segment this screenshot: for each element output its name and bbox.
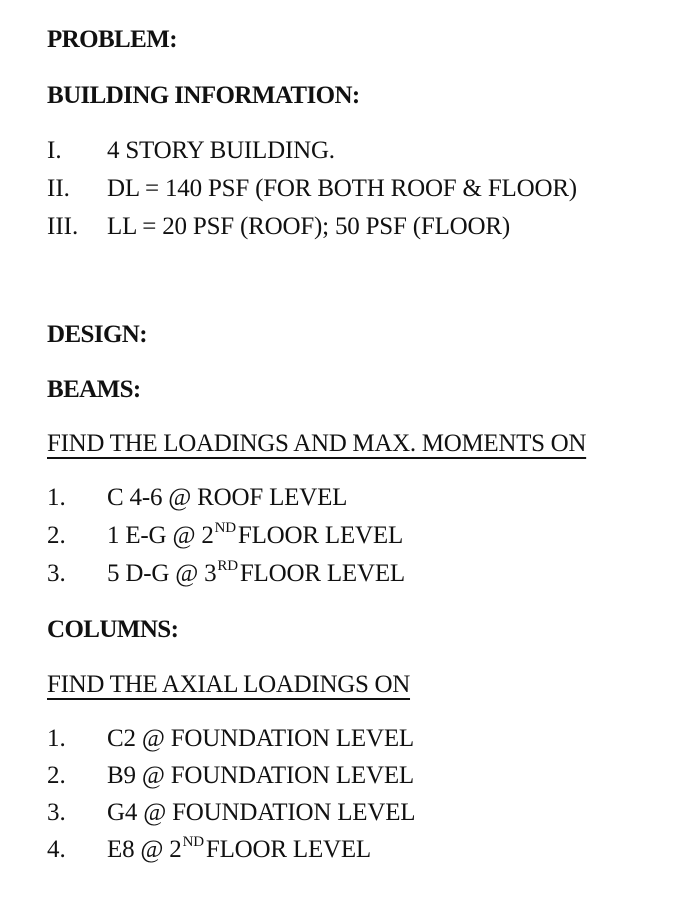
beams-instruction: FIND THE LOADINGS AND MAX. MOMENTS ON: [47, 430, 587, 457]
list-item-text: C2 @ FOUNDATION LEVEL: [107, 725, 414, 752]
list-item-text: E8 @ 2NDFLOOR LEVEL: [107, 834, 372, 863]
list-item-text: LL = 20 PSF (ROOF); 50 PSF (FLOOR): [107, 213, 510, 240]
list-item-text: 4 STORY BUILDING.: [107, 137, 335, 164]
superscript: RD: [217, 558, 238, 574]
list-item-text: G4 @ FOUNDATION LEVEL: [107, 799, 416, 826]
building-information-heading: BUILDING INFORMATION:: [47, 82, 360, 109]
list-item-number: 3.: [47, 799, 66, 826]
list-item-number: 1.: [47, 484, 66, 511]
list-item-number: II.: [47, 175, 70, 202]
list-item-number: 2.: [47, 762, 66, 789]
problem-heading: PROBLEM:: [47, 26, 177, 53]
list-item-number: 2.: [47, 522, 66, 549]
superscript: ND: [182, 834, 204, 850]
beams-heading: BEAMS:: [47, 376, 141, 403]
columns-instruction: FIND THE AXIAL LOADINGS ON: [47, 671, 411, 698]
list-item-text: B9 @ FOUNDATION LEVEL: [107, 762, 414, 789]
superscript: ND: [214, 520, 236, 536]
list-item-text: C 4-6 @ ROOF LEVEL: [107, 484, 348, 511]
list-item-number: III.: [47, 213, 79, 240]
columns-heading: COLUMNS:: [47, 616, 179, 643]
list-item-text: DL = 140 PSF (FOR BOTH ROOF & FLOOR): [107, 175, 577, 202]
list-item-number: 3.: [47, 560, 66, 587]
list-item-text: 5 D-G @ 3RDFLOOR LEVEL: [107, 558, 405, 587]
list-item-number: 4.: [47, 836, 66, 863]
design-heading: DESIGN:: [47, 321, 147, 348]
list-item-number: I.: [47, 137, 62, 164]
list-item-text: 1 E-G @ 2NDFLOOR LEVEL: [107, 520, 404, 549]
list-item-number: 1.: [47, 725, 66, 752]
